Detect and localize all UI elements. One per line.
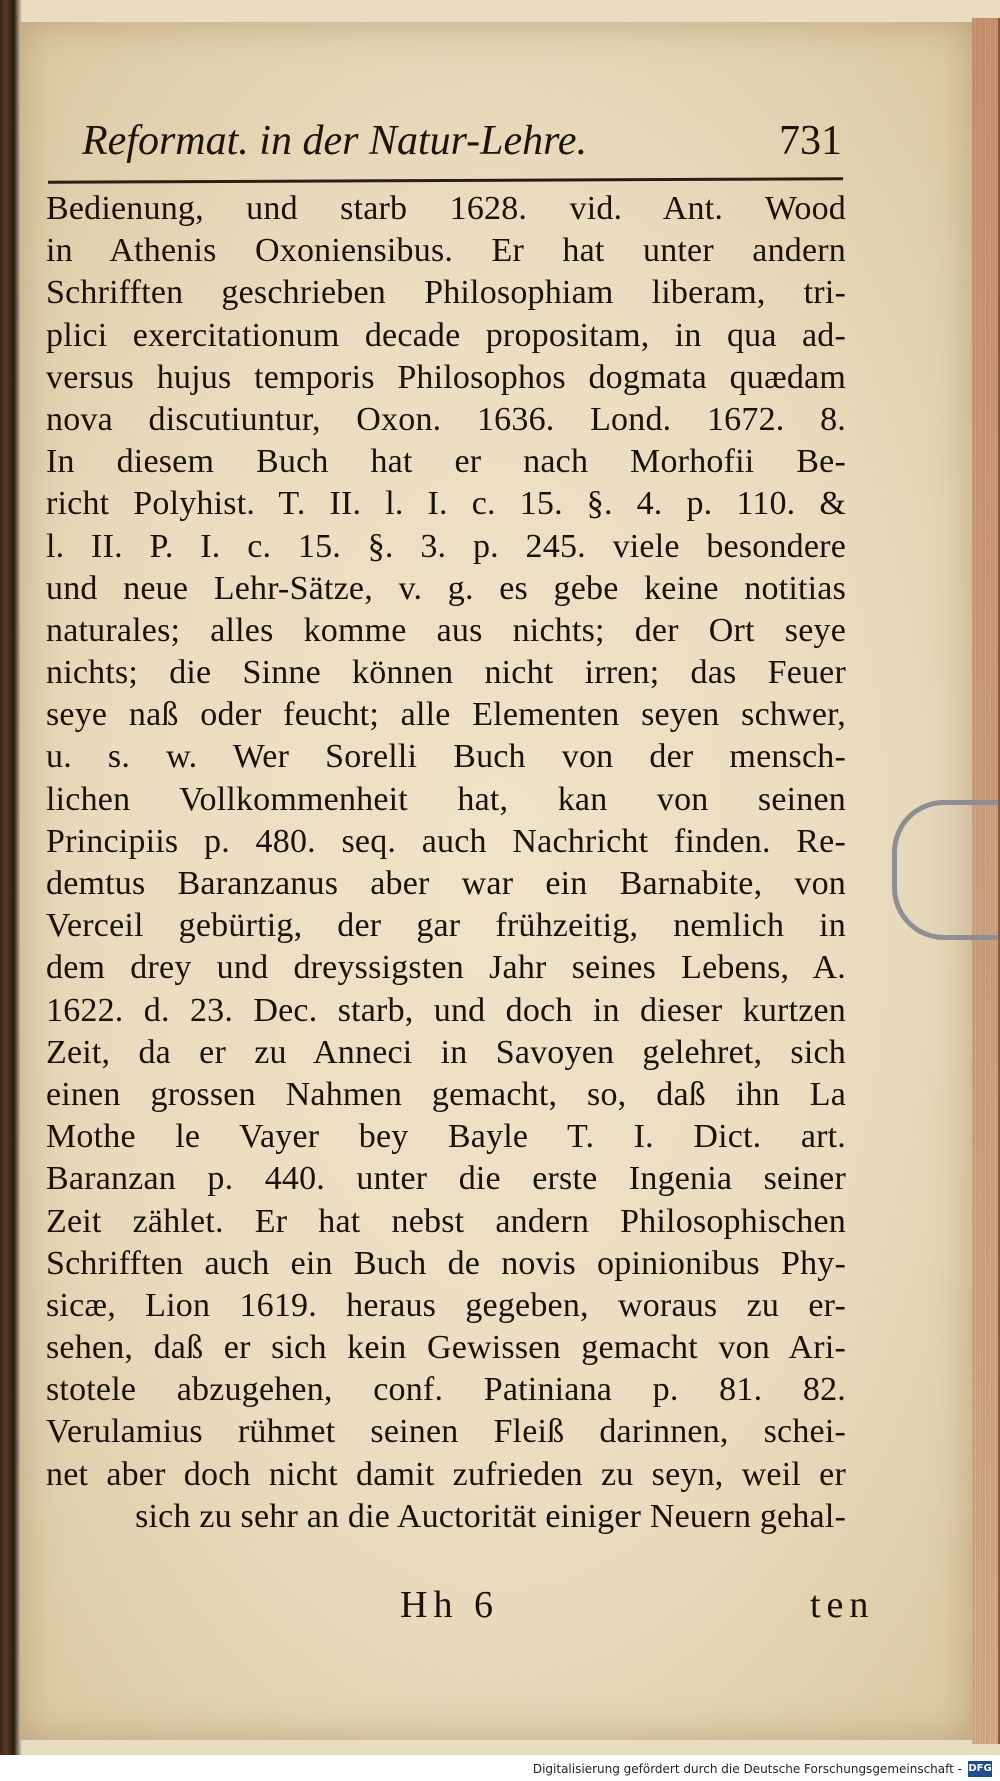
book-page	[20, 22, 972, 1740]
text-line: nichts; die Sinne können nicht irren; das Feuer	[46, 654, 846, 692]
dfg-logo-icon: DFG	[968, 1761, 992, 1777]
header-rule	[48, 177, 843, 183]
text-line: Bedienung, und starb 1628. vid. Ant. Wood	[46, 190, 846, 227]
text-line: stotele abzugehen, conf. Patiniana p. 81. 82.	[46, 1371, 846, 1409]
body-text	[46, 188, 846, 1588]
text-line: Verulamius rühmet seinen Fleiß darinnen, schei-	[46, 1413, 846, 1451]
text-line: Zeit zählet. Er hat nebst andern Philosophischen	[46, 1202, 846, 1240]
footer-note	[533, 1761, 992, 1777]
text-line: seye naß oder feucht; alle Elementen seyen schwer,	[46, 696, 846, 734]
text-line: plici exercitationum decade propositam, in qua ad-	[46, 316, 846, 354]
text-line: l. II. P. I. c. 15. §. 3. p. 245. viele besondere	[46, 527, 846, 565]
text-line: naturales; alles komme aus nichts; der Ort seye	[46, 611, 846, 649]
book-clasp	[892, 800, 998, 940]
text-line: nova discutiuntur, Oxon. 1636. Lond. 1672. 8.	[46, 400, 846, 438]
text-line: lichen Vollkommenheit hat, kan von seinen	[46, 780, 846, 818]
text-line: In diesem Buch hat er nach Morhofii Be-	[46, 443, 846, 481]
text-line: 1622. d. 23. Dec. starb, und doch in dieser kurtzen	[46, 991, 846, 1029]
running-head	[82, 112, 842, 170]
text-line: Baranzan p. 440. unter die erste Ingenia seiner	[46, 1160, 846, 1198]
page-number: 731	[779, 118, 842, 164]
text-line: Schrifften auch ein Buch de novis opinionibus Phy-	[46, 1244, 846, 1282]
text-line: einen grossen Nahmen gemacht, so, daß ihn La	[46, 1075, 846, 1113]
text-line: richt Polyhist. T. II. l. I. c. 15. §. 4. p. 110. &	[46, 485, 846, 523]
footer-text: Digitalisierung gefördert durch die Deutsche Forschungsgemeinschaft -	[532, 1762, 962, 1776]
text-line: u. s. w. Wer Sorelli Buch von der mensch-	[46, 738, 846, 776]
text-line: Principiis p. 480. seq. auch Nachricht finden. Re-	[46, 822, 846, 860]
text-line: Mothe le Vayer bey Bayle T. I. Dict. art.	[46, 1118, 846, 1156]
text-line: sehen, daß er sich kein Gewissen gemacht von Ari-	[46, 1329, 846, 1367]
text-line: net aber doch nicht damit zufrieden zu seyn, weil er	[46, 1455, 846, 1493]
text-line: dem drey und dreyssigsten Jahr seines Lebens, A.	[46, 949, 846, 987]
text-line: versus hujus temporis Philosophos dogmata quædam	[46, 358, 846, 396]
running-head-title: Reformat. in der Natur-Lehre.	[82, 118, 588, 164]
catchword: ten	[809, 1584, 875, 1626]
text-line: Zeit, da er zu Anneci in Savoyen gelehret, sich	[46, 1033, 846, 1071]
digitization-footer	[0, 1755, 1000, 1781]
text-line: in Athenis Oxoniensibus. Er hat unter andern	[46, 232, 846, 270]
text-line: sicæ, Lion 1619. heraus gegeben, woraus zu er-	[46, 1286, 846, 1324]
text-line: und neue Lehr-Sätze, v. g. es gebe keine notitias	[46, 569, 846, 607]
signature-line	[400, 1582, 874, 1628]
text-line: demtus Baranzanus aber war ein Barnabite, von	[46, 865, 846, 902]
text-line: Verceil gebürtig, der gar frühzeitig, nemlich in	[46, 907, 846, 945]
text-line: sich zu sehr an die Auctorität einiger Neuern gehal-	[135, 1497, 846, 1535]
signature-mark: Hh 6	[400, 1584, 499, 1626]
text-line: Schrifften geschrieben Philosophiam liberam, tri-	[46, 274, 846, 312]
